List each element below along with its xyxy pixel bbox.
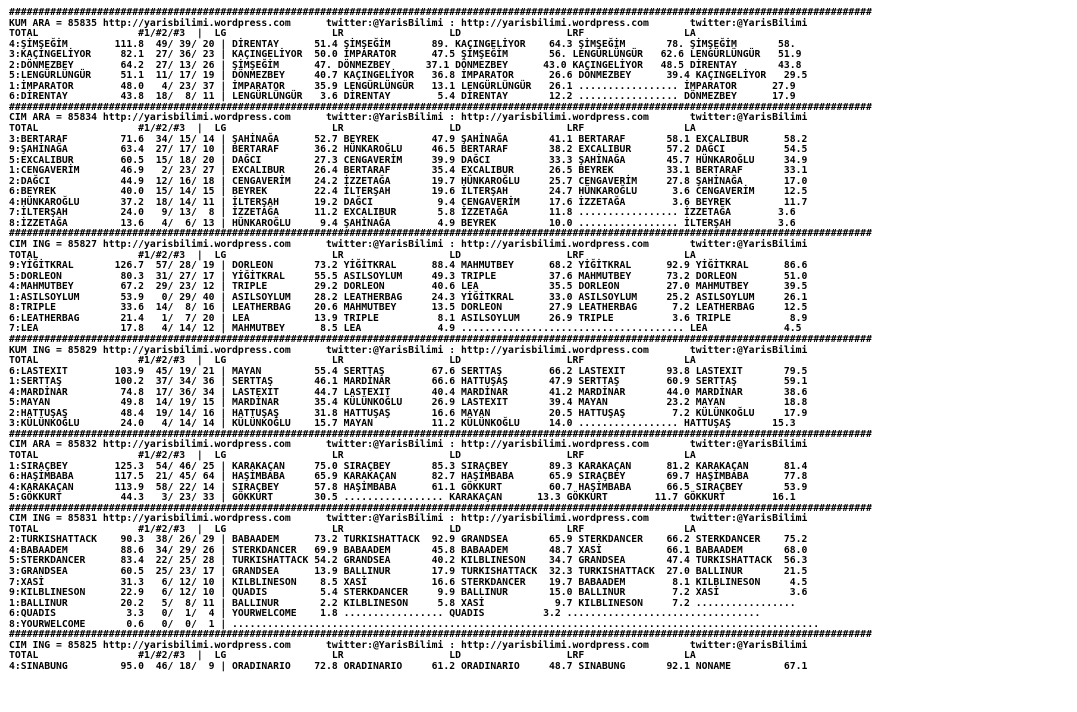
text-line: 8:YOURWELCOME 0.6 0/ 0/ 1 | .................................................................................................... — [9, 618, 820, 630]
text-line: 3:KÜLÜNKOĞLU 24.0 4/ 14/ 14 | KÜLÜNKOĞLU 15.7 MAYAN 11.2 KÜLÜNKOĞLU 14.0 ................. HATTUŞAŞ 15.3 — [9, 418, 796, 430]
text-line: TOTAL #1/#2/#3 | LG LR LD LRF LA — [9, 123, 696, 135]
text-line: 4:MAHMUTBEY 67.2 29/ 23/ 12 | TRIPLE 29.2 DORLEON 40.6 LEA 35.5 DORLEON 27.0 MAHMUTBEY 39.5 — [9, 281, 808, 293]
text-line: 2:TURKISHATTACK 90.3 38/ 26/ 29 | BABAADEM 73.2 TURKISHATTACK 92.9 GRANDSEA 65.9 STERKDANCER 66.2 STERKDANCER 75.2 — [9, 534, 808, 546]
text-line: 7:LEA 17.8 4/ 14/ 12 | MAHMUTBEY 8.5 LEA 4.9 ...................................... LEA 4.5 — [9, 323, 802, 335]
text-line: 4:BABAADEM 88.6 34/ 29/ 26 | STERKDANCER 69.9 BABAADEM 45.8 BABAADEM 48.7 XASİ 66.1 BABAADEM 68.0 — [9, 544, 808, 556]
text-line: 4:SINABUNG 95.0 46/ 18/ 9 | ORADINARIO 72.8 ORADINARIO 61.2 ORADINARIO 48.7 SINABUNG 92.1 NONAME 67.1 — [9, 660, 808, 672]
text-line: 7:XASİ 31.3 6/ 12/ 10 | KILBLINESON 8.5 XASİ 16.6 STERKDANCER 19.7 BABAADEM 8.1 KILBLINESON 4.5 — [9, 576, 808, 588]
text-line: TOTAL #1/#2/#3 | LG LR LD LRF LA — [9, 28, 696, 40]
text-line: ################################################################################################################################################### — [9, 333, 872, 345]
text-line: CIM ING = 85831 http://yarisbilimi.wordpress.com twitter:@YarisBilimi : http://yarisbilimi.wordpress.com twitter:@YarisBilimi — [9, 513, 808, 525]
text-line: 6:HAŞİMBABA 117.5 21/ 45/ 64 | HAŞİMBABA 65.9 KARAKAÇAN 82.7 HAŞİMBABA 65.9 SIRAÇBEY 69.7 HAŞİMBABA 77.8 — [9, 471, 808, 483]
text-line: KUM ING = 85829 http://yarisbilimi.wordpress.com twitter:@YarisBilimi : http://yarisbilimi.wordpress.com twitter:@YarisBilimi — [9, 344, 808, 356]
text-line: 1:CENGAVERİM 46.9 2/ 23/ 27 | EXCALIBUR 26.4 BERTARAF 35.4 EXCALIBUR 26.5 BEYREK 33.1 BERTARAF 33.1 — [9, 165, 808, 177]
text-line: TOTAL #1/#2/#3 | LG LR LD LRF LA — [9, 650, 696, 662]
text-line: CIM ARA = 85834 http://yarisbilimi.wordpress.com twitter:@YarisBilimi : http://yarisbilimi.wordpress.com twitter:@YarisBilimi — [9, 112, 808, 124]
text-line: 5:DORLEON 80.3 31/ 27/ 17 | YİĞİTKRAL 55.5 ASILSOYLUM 49.3 TRIPLE 37.6 MAHMUTBEY 73.2 DORLEON 51.0 — [9, 270, 808, 282]
text-line: 3:KAÇINGELİYOR 82.1 27/ 36/ 23 | KAÇINGELİYOR 50.0 İMPARATOR 47.5 ŞİMŞEĞİM 56. LENGÜRLÜNGÜR 62.6 LENGÜRLÜNGÜR 51.9 — [9, 49, 802, 61]
text-line: 2:DAĞCI 44.9 12/ 16/ 18 | CENGAVERİM 24.2 İZZETAĞA 19.7 HÜNKAROĞLU 25.7 CENGAVERİM 27.8 ŞAHİNAĞA 17.0 — [9, 175, 808, 187]
text-line: 3:GRANDSEA 60.5 25/ 23/ 17 | GRANDSEA 13.9 BALLINUR 17.9 TURKISHATTACK 32.3 TURKISHATTACK 27.0 BALLINUR 21.5 — [9, 565, 808, 577]
text-line: TOTAL #1/#2/#3 | LG LR LD LRF LA — [9, 355, 696, 367]
text-line: 4:HÜNKAROĞLU 37.2 18/ 14/ 11 | İLTERŞAH 19.2 DAĞCI 9.4 CENGAVERİM 17.6 İZZETAĞA 3.6 BEYREK 11.7 — [9, 196, 808, 208]
text-line: 6:BEYREK 40.0 15/ 14/ 15 | BEYREK 22.4 İLTERŞAH 19.6 İLTERŞAH 24.7 HÜNKAROĞLU 3.6 CENGAVERİM 12.5 — [9, 186, 808, 198]
text-line: CIM ING = 85825 http://yarisbilimi.wordpress.com twitter:@YarisBilimi : http://yarisbilimi.wordpress.com twitter:@YarisBilimi — [9, 639, 808, 651]
text-line: ################################################################################################################################################### — [9, 502, 872, 514]
text-line: 5:LENGÜRLÜNGÜR 51.1 11/ 17/ 19 | DÖNMEZBEY 40.7 KAÇINGELİYOR 36.8 İMPARATOR 26.6 DÖNMEZBEY 39.4 KAÇINGELİYOR 29.5 — [9, 70, 808, 82]
text-line: CIM ING = 85827 http://yarisbilimi.wordpress.com twitter:@YarisBilimi : http://yarisbilimi.wordpress.com twitter:@YarisBilimi — [9, 239, 808, 251]
text-line: 6:LASTEXIT 103.9 45/ 19/ 21 | MAYAN 55.4 SERTTAŞ 67.6 SERTTAŞ 66.2 LASTEXIT 93.8 LASTEXIT 79.5 — [9, 365, 808, 377]
text-line: 2:DÖNMEZBEY 64.2 27/ 13/ 26 | ŞİMŞEĞİM 47. DÖNMEZBEY 37.1 DÖNMEZBEY 43.0 KAÇINGELİYOR 48.5 DİRENTAY 43.8 — [9, 59, 802, 71]
text-line: 7:İLTERŞAH 24.0 9/ 13/ 8 | İZZETAĞA 11.2 EXCALIBUR 5.8 İZZETAĞA 11.8 ................. İZZETAĞA 3.6 — [9, 207, 796, 219]
text-line: 4:MARDİNAR 74.8 17/ 36/ 34 | LASTEXIT 44.7 LASTEXIT 40.4 MARDİNAR 41.2 MARDİNAR 44.0 MARDİNAR 38.6 — [9, 386, 808, 398]
text-line: 1:SERTTAŞ 100.2 37/ 34/ 36 | SERTTAŞ 46.1 MARDİNAR 66.6 HATTUŞAŞ 47.9 SERTTAŞ 60.9 SERTTAŞ 59.1 — [9, 376, 808, 388]
text-line: CIM ARA = 85832 http://yarisbilimi.wordpress.com twitter:@YarisBilimi : http://yarisbilimi.wordpress.com twitter:@YarisBilimi — [9, 439, 808, 451]
text-line: ################################################################################################################################################### — [9, 7, 872, 18]
text-line: TOTAL #1/#2/#3 | LG LR LD LRF LA — [9, 449, 696, 461]
text-line: 2:HATTUŞAŞ 48.4 19/ 14/ 16 | HATTUŞAŞ 31.8 HATTUŞAŞ 16.6 MAYAN 20.5 HATTUŞAŞ 7.2 KÜLÜNKOĞLU 17.9 — [9, 407, 808, 419]
text-line: 8:TRIPLE 33.6 14/ 8/ 16 | LEATHERBAG 20.6 MAHMUTBEY 13.5 DORLEON 27.9 LEATHERBAG 7.2 LEATHERBAG 12.5 — [9, 302, 808, 314]
text-line: 1:BALLINUR 20.2 5/ 8/ 11 | BALLINUR 2.2 KILBLINESON 5.8 XASİ 9.7 KILBLINESON 7.2 ................. — [9, 597, 796, 609]
text-line: 5:EXCALIBUR 60.5 15/ 18/ 20 | DAĞCI 27.3 CENGAVERİM 39.9 DAĞCI 33.3 ŞAHİNAĞA 45.7 HÜNKAROĞLU 34.9 — [9, 154, 808, 166]
text-line: 5:GÖKKURT 44.3 3/ 23/ 33 | GÖKKURT 30.5 ................. KARAKAÇAN 13.3 GÖKKURT 11.7 GÖKKURT 16.1 — [9, 492, 796, 504]
text-line: 1:ASILSOYLUM 53.9 0/ 29/ 40 | ASILSOYLUM 28.2 LEATHERBAG 24.3 YİĞİTKRAL 33.0 ASILSOYLUM 25.2 ASILSOYLUM 26.1 — [9, 291, 808, 303]
text-line: 9:KILBLINESON 22.9 6/ 12/ 10 | QUADIS 5.4 STERKDANCER 9.9 BALLINUR 15.0 BALLINUR 7.2 XASİ 3.6 — [9, 587, 808, 599]
text-line: TOTAL #1/#2/#3 | LG LR LD LRF LA — [9, 523, 696, 535]
text-line: 1:SIRAÇBEY 125.3 54/ 46/ 25 | KARAKAÇAN 75.0 SIRAÇBEY 85.3 SIRAÇBEY 89.3 KARAKAÇAN 81.2 KARAKAÇAN 81.4 — [9, 460, 808, 472]
text-line: ################################################################################################################################################### — [9, 428, 872, 440]
text-line: 4:KARAKAÇAN 113.9 58/ 22/ 14 | SIRAÇBEY 57.8 HAŞİMBABA 61.1 GÖKKURT 60.7 HAŞİMBABA 66.5 SIRAÇBEY 53.9 — [9, 481, 808, 493]
text-line: 9:ŞAHİNAĞA 63.4 27/ 17/ 10 | BERTARAF 36.2 HÜNKAROĞLU 46.5 BERTARAF 38.2 EXCALIBUR 57.2 DAĞCI 54.5 — [9, 144, 808, 156]
text-line: 6:LEATHERBAG 21.4 1/ 7/ 20 | LEA 13.9 TRIPLE 8.1 ASILSOYLUM 26.9 TRIPLE 3.6 TRIPLE 8.9 — [9, 312, 808, 324]
text-line: 6:QUADIS 3.3 0/ 1/ 4 | YOURWELCOME 1.8 ................. QUADIS 3.2 ................................. — [9, 608, 761, 620]
text-line: ################################################################################################################################################### — [9, 629, 872, 641]
text-line: 4:ŞİMŞEĞİM 111.8 49/ 39/ 20 | DİRENTAY 51.4 ŞİMŞEĞİM 89. KAÇINGELİYOR 64.3 ŞİMŞEĞİM 78. ŞİMŞEĞİM 58. — [9, 38, 796, 50]
text-line: TOTAL #1/#2/#3 | LG LR LD LRF LA — [9, 249, 696, 261]
text-line: 6:DİRENTAY 43.8 18/ 8/ 11 | LENGÜRLÜNGÜR 3.6 DİRENTAY 5.4 DİRENTAY 12.2 ................. DÖNMEZBEY 17.9 — [9, 91, 796, 103]
text-line: KUM ARA = 85835 http://yarisbilimi.wordpress.com twitter:@YarisBilimi : http://yarisbilimi.wordpress.com twitter:@YarisBilimi — [9, 17, 808, 29]
text-line: 5:STERKDANCER 83.4 22/ 25/ 28 | TURKISHATTACK 54.2 GRANDSEA 40.2 KILBLINESON 34.7 GRANDSEA 47.4 TURKISHATTACK 56.3 — [9, 555, 808, 567]
text-line: 9:YİĞİTKRAL 126.7 57/ 28/ 19 | DORLEON 73.2 YİĞİTKRAL 88.4 MAHMUTBEY 68.2 YİĞİTKRAL 92.9 YİĞİTKRAL 86.6 — [9, 260, 808, 272]
text-line: 5:MAYAN 49.8 14/ 19/ 15 | MARDİNAR 35.4 KÜLÜNKOĞLU 26.9 LASTEXIT 39.4 MAYAN 23.2 MAYAN 18.8 — [9, 397, 808, 409]
text-line: ################################################################################################################################################### — [9, 228, 872, 240]
text-line: 8:İZZETAĞA 13.6 4/ 6/ 13 | HÜNKAROĞLU 9.4 ŞAHİNAĞA 4.9 BEYREK 10.0 ................. İLTERŞAH 3.6 — [9, 217, 796, 229]
text-line: ################################################################################################################################################### — [9, 101, 872, 113]
text-line: 3:BERTARAF 71.6 34/ 15/ 14 | ŞAHİNAĞA 52.7 BEYREK 47.9 ŞAHİNAĞA 41.1 BERTARAF 58.1 EXCALIBUR 58.2 — [9, 133, 808, 145]
text-line: 1:İMPARATOR 48.0 4/ 23/ 37 | İMPARATOR 35.9 LENGÜRLÜNGÜR 13.1 LENGÜRLÜNGÜR 26.1 ................. İMPARATOR 27.9 — [9, 80, 796, 92]
